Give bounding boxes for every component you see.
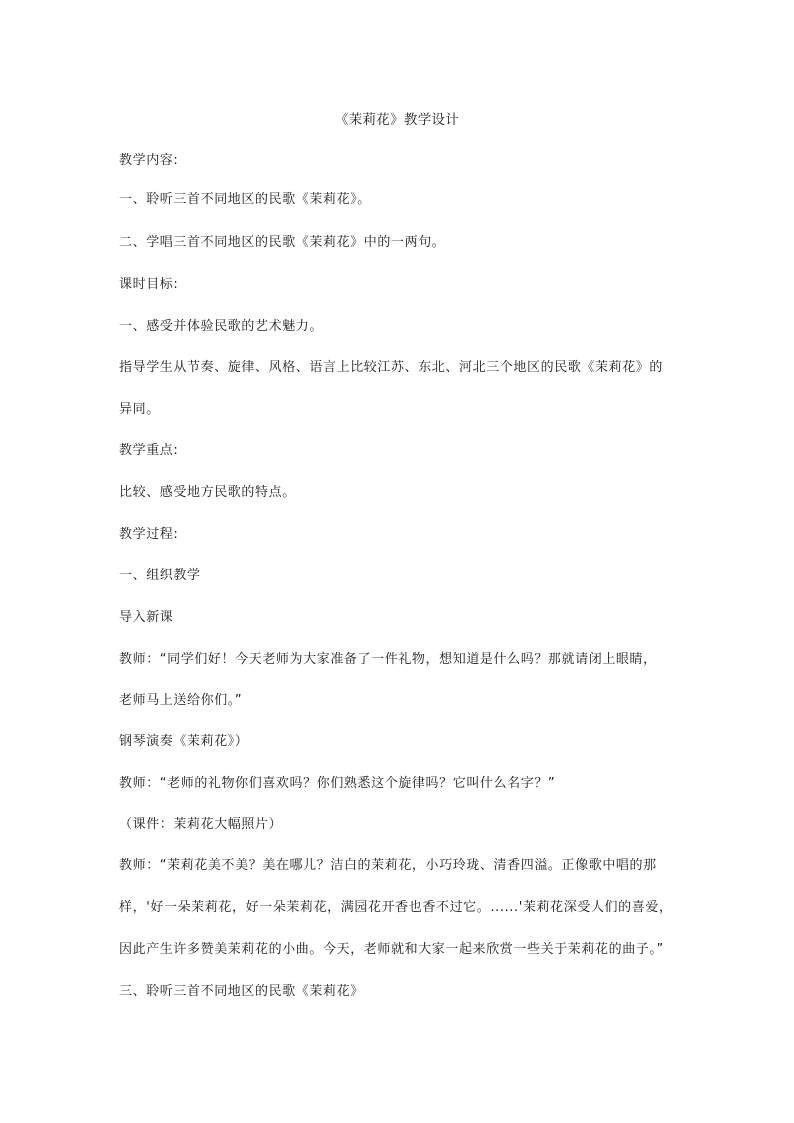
section-heading-content: 教学内容: <box>119 153 179 168</box>
process-step-3: 三、聆听三首不同地区的民歌《茉莉花》 <box>119 984 364 999</box>
teacher-speech-1-line-2: 老师马上送给你们。” <box>119 693 243 708</box>
process-intro: 导入新课 <box>119 610 174 625</box>
goal-item-1: 一、感受并体验民歌的艺术魅力。 <box>119 319 324 334</box>
focus-item: 比较、感受地方民歌的特点。 <box>119 485 296 500</box>
section-heading-goals: 课时目标: <box>119 277 179 292</box>
goal-paragraph-line-1: 指导学生从节奏、旋律、风格、语言上比较江苏、东北、河北三个地区的民歌《茉莉花》的 <box>119 360 664 375</box>
document-title: 《茉莉花》教学设计 <box>334 112 460 128</box>
goal-paragraph-line-2: 异同。 <box>119 402 160 417</box>
process-step-1: 一、组织教学 <box>119 568 201 583</box>
content-item-1: 一、聆听三首不同地区的民歌《茉莉花》。 <box>119 192 371 207</box>
teacher-speech-1-line-1: 教师：“同学们好！今天老师为大家准备了一件礼物，想知道是什么吗？那就请闭上眼睛， <box>119 652 657 667</box>
teacher-speech-3-line-2: 样，'好一朵茉莉花，好一朵茉莉花，满园花开香也香不过它。......'茉莉花深受人们的喜爱， <box>119 900 673 915</box>
courseware-note: （课件：茉莉花大幅照片） <box>119 817 283 832</box>
section-heading-process: 教学过程: <box>119 527 179 542</box>
teacher-speech-2: 教师：“老师的礼物你们喜欢吗？你们熟悉这个旋律吗？它叫什么名字？” <box>119 776 556 791</box>
teacher-speech-3-line-1: 教师：“茉莉花美不美？美在哪儿？洁白的茉莉花，小巧玲珑、清香四溢。正像歌中唱的那 <box>119 858 657 873</box>
piano-performance-note: 钢琴演奏《茉莉花》） <box>119 734 249 749</box>
section-heading-focus: 教学重点: <box>119 443 179 458</box>
content-item-2: 二、学唱三首不同地区的民歌《茉莉花》中的一两句。 <box>119 235 446 250</box>
teacher-speech-3-line-3: 因此产生许多赞美茉莉花的小曲。今天，老师就和大家一起来欣赏一些关于茉莉花的曲子。” <box>119 942 664 957</box>
